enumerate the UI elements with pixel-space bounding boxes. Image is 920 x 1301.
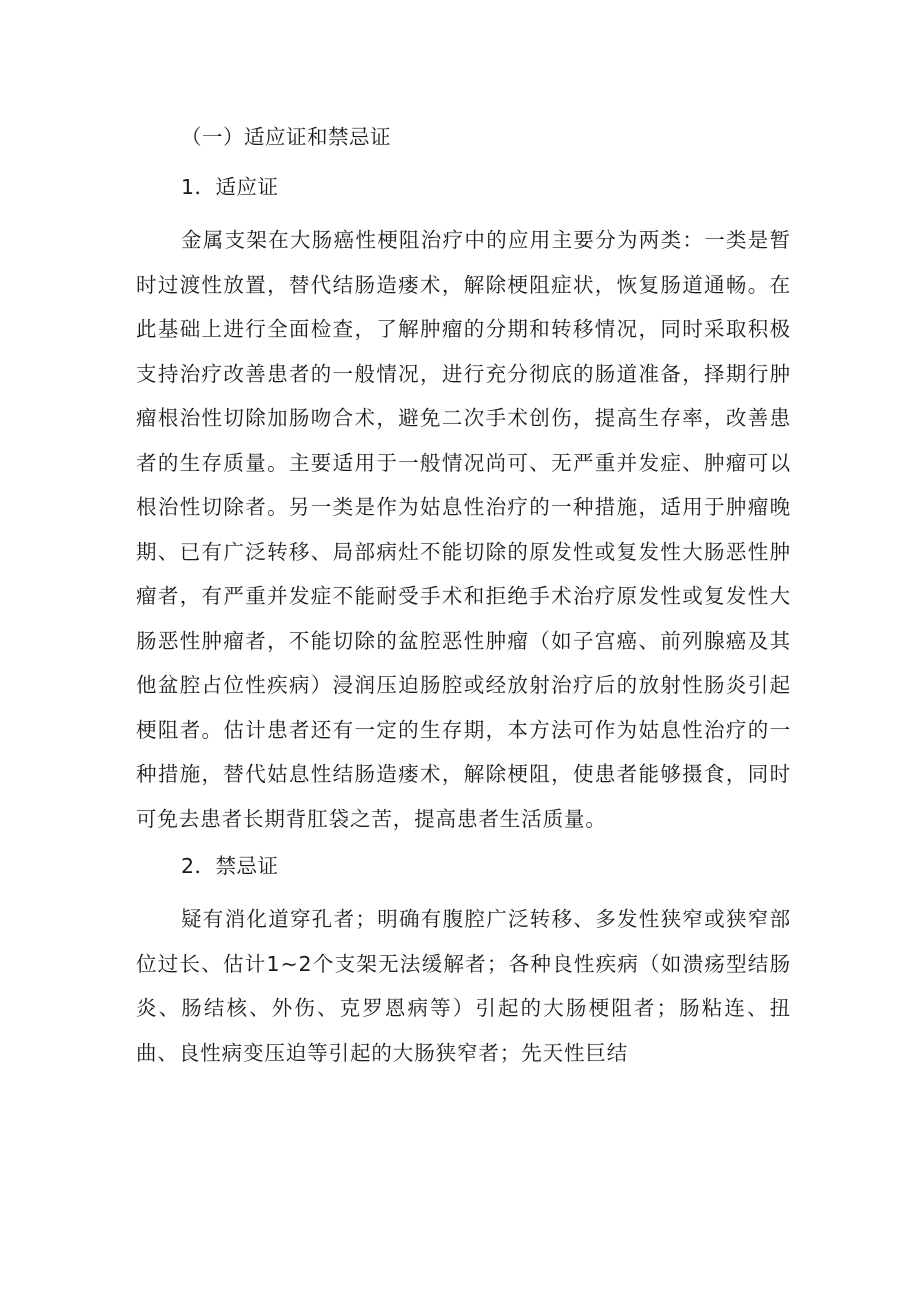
- section-heading: （一）适应证和禁忌证: [181, 125, 391, 149]
- indications-heading: 1．适应证: [181, 175, 279, 199]
- contraindications-heading: 2．禁忌证: [181, 854, 279, 878]
- contraindications-paragraph: 疑有消化道穿孔者；明确有腹腔广泛转移、多发性狭窄或狭窄部位过长、估计1~2个支架无法缓解者；各种良性疾病（如溃疡型结肠炎、肠结核、外伤、克罗恩病等）引起的大肠梗阻者；肠粘连、扭曲、良性病变压迫等引起的大肠狭窄者；先天性巨结: [136, 907, 791, 1065]
- document-body: [136, 112, 791, 1075]
- indications-paragraph: 金属支架在大肠癌性梗阻治疗中的应用主要分为两类：一类是暂时过渡性放置，替代结肠造瘘术，解除梗阻症状，恢复肠道通畅。在此基础上进行全面检查，了解肿瘤的分期和转移情况，同时采取积极支持治疗改善患者的一般情况，进行充分彻底的肠道准备，择期行肿瘤根治性切除加肠吻合术，避免二次手术创伤，提高生存率，改善患者的生存质量。主要适用于一般情况尚可、无严重并发症、肿瘤可以根治性切除者。另一类是作为姑息性治疗的一种措施，适用于肿瘤晚期、已有广泛转移、局部病灶不能切除的原发性或复发性大肠恶性肿瘤者，有严重并发症不能耐受手术和拒绝手术治疗原发性或复发性大肠恶性肿瘤者，不能切除的盆腔恶性肿瘤（如子宫癌、前列腺癌及其他盆腔占位性疾病）浸润压迫肠腔或经放射治疗后的放射性肠炎引起梗阻者。估计患者还有一定的生存期，本方法可作为姑息性治疗的一种措施，替代姑息性结肠造瘘术，解除梗阻，使患者能够摄食，同时可免去患者长期背肛袋之苦，提高患者生活质量。: [136, 228, 791, 831]
